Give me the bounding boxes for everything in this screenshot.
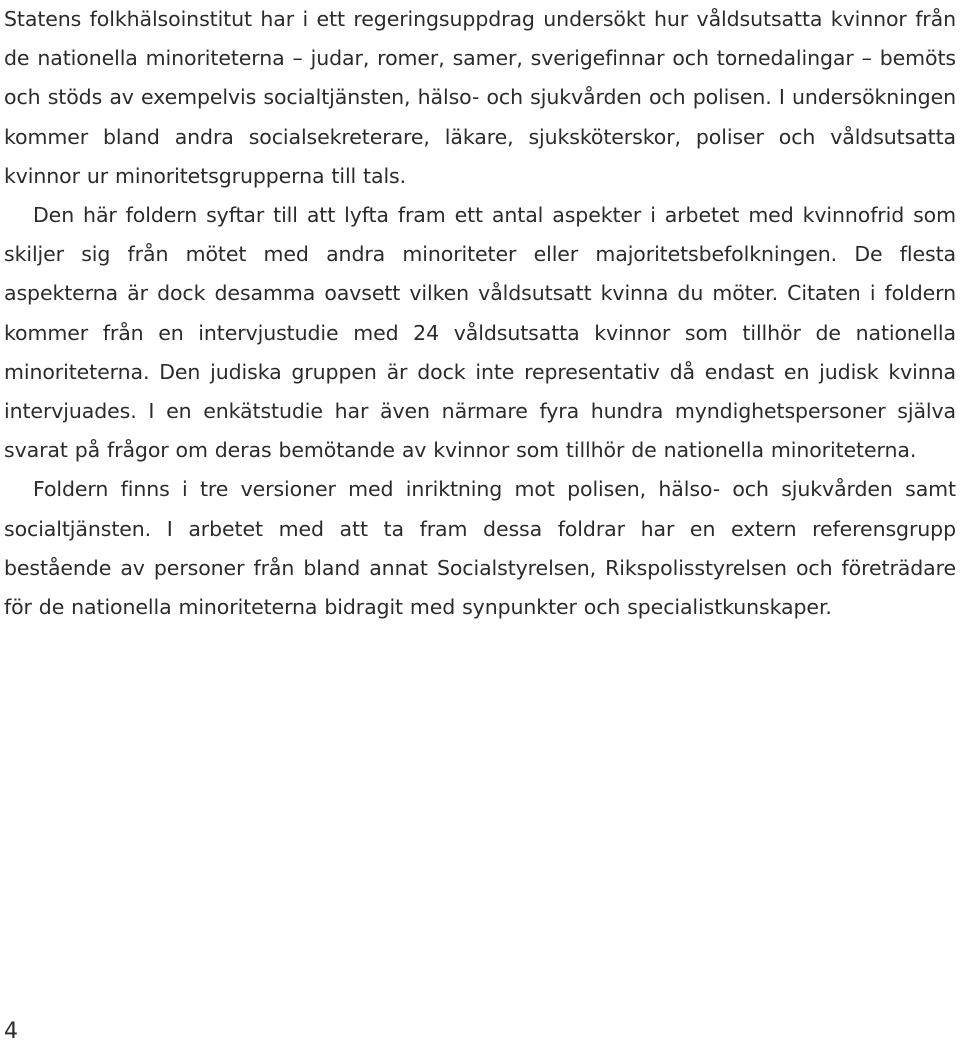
document-body	[4, 0, 956, 627]
page-number: 4	[4, 1019, 18, 1044]
paragraph-versions: Foldern finns i tre versioner med inriktning mot polisen, hälso- och sjukvården samt socialtjänsten. I arbetet med att ta fram dessa foldrar har en extern referensgrupp bestående av personer från bland annat Socialstyrelsen, Rikspolisstyrelsen och företrädare för de nationella minoriteterna bidragit med synpunkter och specialistkunskaper.	[4, 477, 956, 620]
paragraph-purpose: Den här foldern syftar till att lyfta fram ett antal aspekter i arbetet med kvinnofrid som skiljer sig från mötet med andra minoriteter eller majoritetsbefolkningen. De flesta aspekterna är dock desamma oavsett vilken våldsutsatt kvinna du möter. Citaten i foldern kommer från en intervjustudie med 24 våldsutsatta kvinnor som tillhör de nationella minoriteterna. Den judiska gruppen är dock inte representativ då endast en judisk kvinna intervjuades. I en enkätstudie har även närmare fyra hundra myndighetspersoner själva svarat på frågor om deras bemötande av kvinnor som tillhör de nationella minoriteterna.	[4, 203, 956, 463]
paragraph-intro: Statens folkhälsoinstitut har i ett regeringsuppdrag undersökt hur våldsutsatta kvinnor från de nationella minoriteterna – judar, romer, samer, sverigefinnar och tornedalingar – bemöts och stöds av exempelvis socialtjänsten, hälso- och sjukvården och polisen. I undersökningen kommer bland andra socialsekreterare, läkare, sjuksköterskor, poliser och våldsutsatta kvinnor ur minoritetsgrupperna till tals.	[4, 7, 956, 188]
